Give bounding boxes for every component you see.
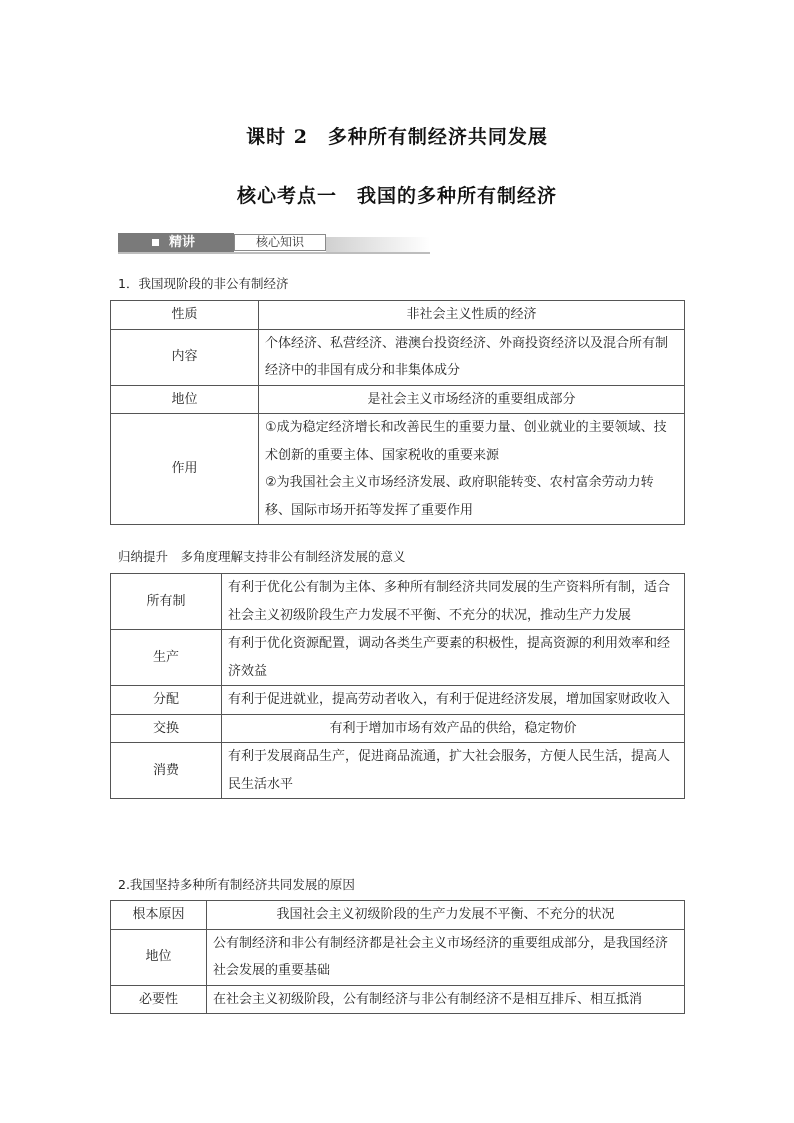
row-label: 消费: [111, 743, 222, 799]
banner-tag-label: 精讲: [169, 235, 196, 250]
row-label: 内容: [111, 329, 259, 385]
row-label: 作用: [111, 414, 259, 525]
table-row: [111, 743, 685, 799]
banner-tag: [118, 233, 234, 252]
row-label: 生产: [111, 630, 222, 686]
table-row: [111, 630, 685, 686]
part1-heading: 1．我国现阶段的非公有制经济: [118, 276, 289, 291]
part2-heading: 归纳提升 多角度理解支持非公有制经济发展的意义: [118, 549, 406, 564]
section-title: 核心考点一 我国的多种所有制经济: [236, 185, 557, 207]
row-content: 有利于优化公有制为主体、多种所有制经济共同发展的生产资料所有制，适合社会主义初级阶段生产力发展不平衡、不充分的状况，推动生产力发展: [222, 574, 685, 630]
significance-table: [110, 573, 685, 799]
row-content: 公有制经济和非公有制经济都是社会主义市场经济的重要组成部分，是我国经济社会发展的重要基础: [207, 929, 685, 985]
banner-fade: [326, 237, 430, 252]
row-content: 有利于促进就业，提高劳动者收入，有利于促进经济发展，增加国家财政收入: [222, 686, 685, 715]
row-label: 地位: [111, 385, 259, 414]
row-content: 我国社会主义初级阶段的生产力发展不平衡、不充分的状况: [207, 901, 685, 930]
banner-underline: [118, 252, 430, 254]
table-row: [111, 901, 685, 930]
reasons-table: [110, 900, 685, 1014]
table-row: [111, 574, 685, 630]
row-content: 有利于发展商品生产，促进商品流通，扩大社会服务，方便人民生活，提高人民生活水平: [222, 743, 685, 799]
nonpublic-economy-table: [110, 300, 685, 525]
row-content: [259, 414, 685, 525]
role-item-2: ②为我国社会主义市场经济发展、政府职能转变、农村富余劳动力转移、国际市场开拓等发挥了重要作用: [265, 475, 654, 518]
row-label: 必要性: [111, 985, 207, 1014]
table-row: [111, 329, 685, 385]
row-label: 交换: [111, 714, 222, 743]
table-row: [111, 301, 685, 330]
lesson-title: 课时 2 多种所有制经济共同发展: [246, 126, 548, 148]
table-row: [111, 385, 685, 414]
row-label: 分配: [111, 686, 222, 715]
part3-heading: 2.我国坚持多种所有制经济共同发展的原因: [118, 877, 355, 892]
banner-subtitle: 核心知识: [234, 234, 326, 251]
table-row: [111, 686, 685, 715]
table-row: [111, 985, 685, 1014]
row-content: 个体经济、私营经济、港澳台投资经济、外商投资经济以及混合所有制经济中的非国有成分和非集体成分: [259, 329, 685, 385]
table-row: [111, 414, 685, 525]
row-content: 非社会主义性质的经济: [259, 301, 685, 330]
square-bullet-icon: [152, 239, 159, 246]
row-label: 根本原因: [111, 901, 207, 930]
row-label: 所有制: [111, 574, 222, 630]
table-row: [111, 714, 685, 743]
row-label: 性质: [111, 301, 259, 330]
section-banner: [118, 233, 430, 252]
row-label: 地位: [111, 929, 207, 985]
role-item-1: ①成为稳定经济增长和改善民生的重要力量、创业就业的主要领域、技术创新的重要主体、国家税收的重要来源: [265, 420, 667, 463]
row-content: 在社会主义初级阶段，公有制经济与非公有制经济不是相互排斥、相互抵消: [207, 985, 685, 1014]
table-row: [111, 929, 685, 985]
row-content: 有利于增加市场有效产品的供给，稳定物价: [222, 714, 685, 743]
row-content: 有利于优化资源配置，调动各类生产要素的积极性，提高资源的利用效率和经济效益: [222, 630, 685, 686]
row-content: 是社会主义市场经济的重要组成部分: [259, 385, 685, 414]
